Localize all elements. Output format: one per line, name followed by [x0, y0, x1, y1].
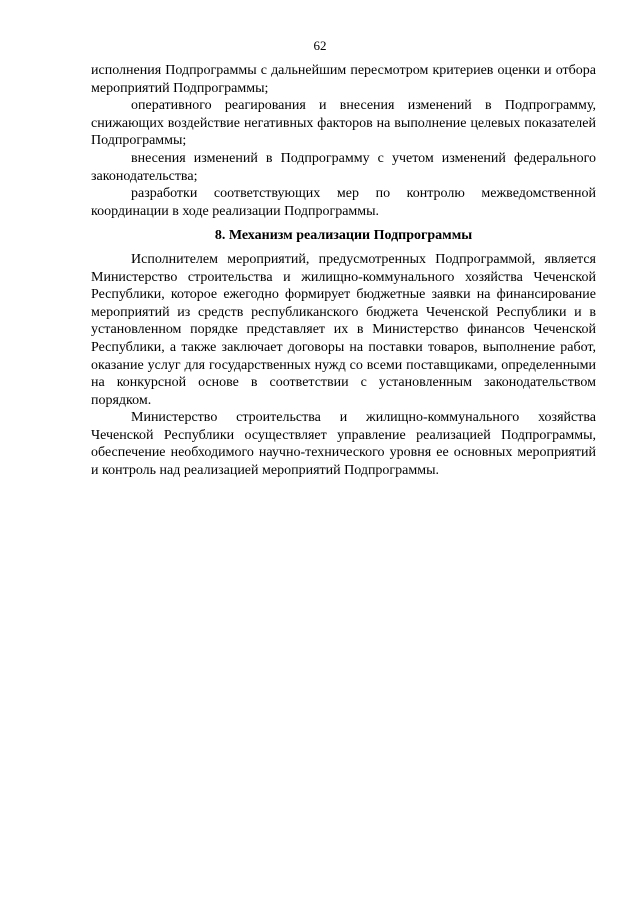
paragraph: Министерство строительства и жилищно-коммунального хозяйства Чеченской Республики осуществляет управление реализацией Подпрограммы, обеспечение необходимого научно-технического уровня ее основных мероприятий и контроль над реализацией мероприятий Подпрограммы.: [91, 410, 596, 479]
page-content: [91, 62, 596, 480]
paragraph: разработки соответствующих мер по контролю межведомственной координации в ходе реализации Подпрограммы.: [91, 186, 596, 219]
paragraph: оперативного реагирования и внесения изменений в Подпрограмму, снижающих воздействие негативных факторов на выполнение целевых показателей Подпрограммы;: [91, 98, 596, 149]
paragraph: внесения изменений в Подпрограмму с учетом изменений федерального законодательства;: [91, 150, 596, 184]
page-number: 62: [313, 38, 327, 53]
section-heading: 8. Механизм реализации Подпрограммы: [214, 228, 473, 244]
paragraph: исполнения Подпрограммы с дальнейшим пересмотром критериев оценки и отбора мероприятий Подпрограммы;: [91, 63, 596, 96]
paragraph: Исполнителем мероприятий, предусмотренных Подпрограммой, является Министерство строительства и жилищно-коммунального хозяйства Чеченской Республики, которое ежегодно формирует бюджетные заявки на финансирование мероприятий из средств республиканского бюджета Чеченской Республики и в установленном порядке представляет их в Министерство финансов Чеченской Республики, а также заключает договоры на поставки товаров, выполнение работ, оказание услуг для государственных нужд со всеми поставщиками, определенными на конкурсной основе в соответствии с установленным законодательством порядком.: [91, 251, 596, 408]
